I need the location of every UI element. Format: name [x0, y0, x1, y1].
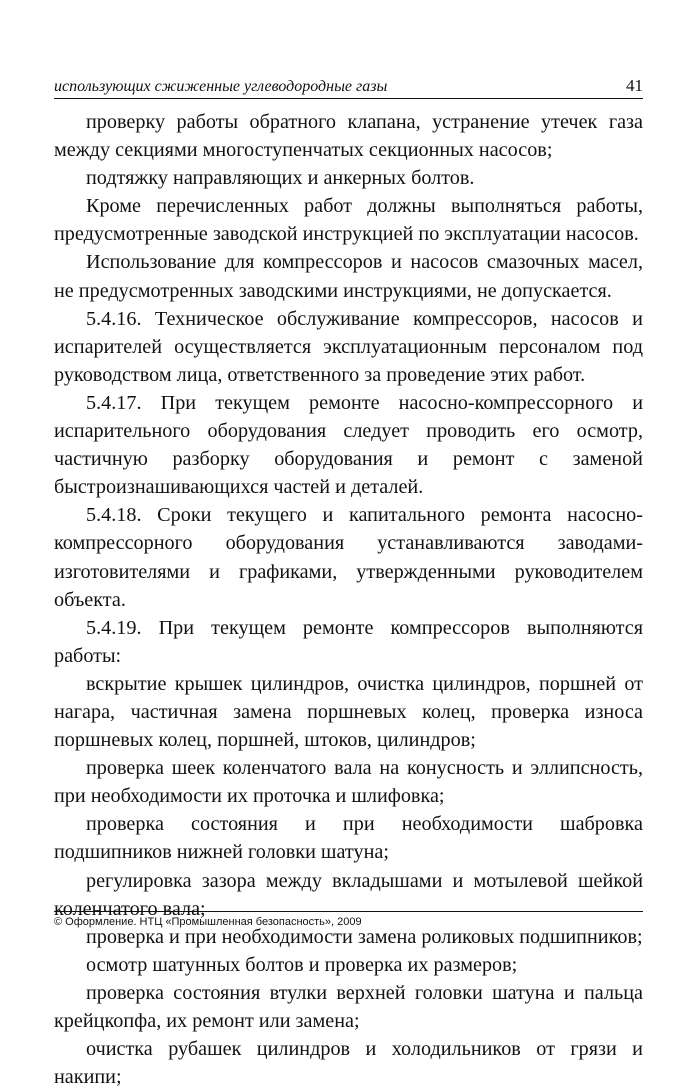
list-item: вскрытие крышек цилиндров, очистка цилиндров, поршней от нагара, частичная замена поршневых колец, проверка износа поршневых колец, поршней, штоков, цилиндров;	[54, 672, 643, 752]
running-header	[54, 76, 643, 99]
paragraph: Кроме перечисленных работ должны выполняться работы, предусмотренные заводской инструкцией по эксплуатации насосов.	[54, 195, 643, 246]
running-title: использующих сжиженные углеводородные газы	[54, 78, 388, 95]
copyright-footer: © Оформление. НТЦ «Промышленная безопасность», 2009	[54, 916, 362, 928]
page-number: 41	[626, 76, 643, 95]
paragraph: Использование для компрессоров и насосов смазочных масел, не предусмотренных заводскими инструкциями, не допускается.	[54, 251, 643, 302]
list-item: проверка шеек коленчатого вала на конусность и эллипсность, при необходимости их проточка и шлифовка;	[54, 757, 643, 808]
list-item: проверка состояния и при необходимости шабровка подшипников нижней головки шатуна;	[54, 813, 643, 864]
list-item: очистка рубашек цилиндров и холодильников от грязи и накипи;	[54, 1038, 643, 1089]
paragraph: проверку работы обратного клапана, устранение утечек газа между секциями многоступенчатых секционных насосов;	[54, 111, 643, 162]
list-item: проверка состояния втулки верхней головки шатуна и пальца крейцкопфа, их ремонт или замена;	[54, 981, 643, 1032]
section-5-4-19: 5.4.19. При текущем ремонте компрессоров выполняются работы:	[54, 616, 643, 667]
footer-divider	[54, 911, 643, 912]
list-item: осмотр шатунных болтов и проверка их размеров;	[86, 953, 518, 976]
list-item: регулировка зазора между вкладышами и мотылевой шейкой коленчатого вала;	[54, 869, 643, 920]
section-5-4-16: 5.4.16. Техническое обслуживание компрессоров, насосов и испарителей осуществляется эксплуатационным персоналом под руководством лица, ответственного за проведение этих работ.	[54, 307, 643, 386]
section-5-4-17: 5.4.17. При текущем ремонте насосно-компрессорного и испарительного оборудования следует проводить его осмотр, частичную разборку оборудования и ремонт с заменой быстроизнашивающихся частей и деталей.	[54, 391, 643, 499]
paragraph: подтяжку направляющих и анкерных болтов.	[86, 167, 475, 190]
body-text	[54, 108, 643, 1091]
list-item: проверка и при необходимости замена роликовых подшипников;	[86, 925, 643, 948]
section-5-4-18: 5.4.18. Сроки текущего и капитального ремонта насосно-компрессорного оборудования устанавливаются заводами-изготовителями и графиками, утвержденными руководителем объекта.	[54, 504, 643, 611]
